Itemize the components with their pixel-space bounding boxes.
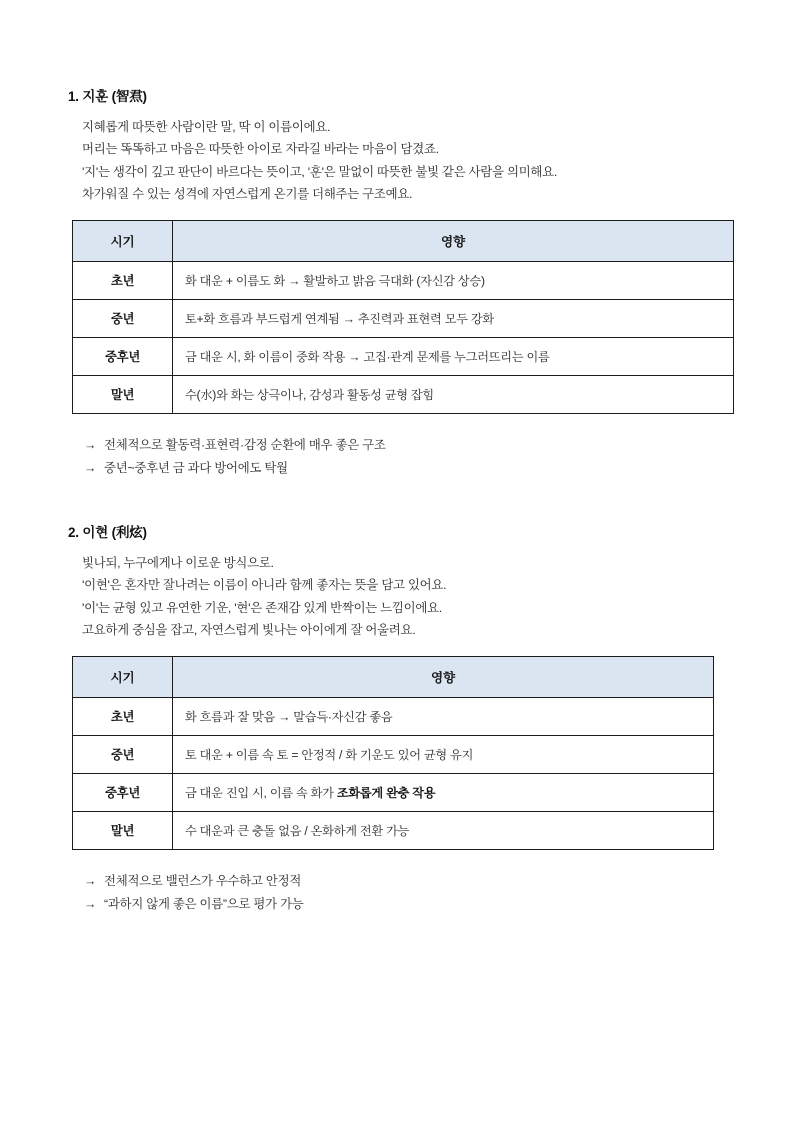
fortune-table-jihun — [72, 220, 734, 414]
effect-text: 수(水)와 화는 상극이나, 감성과 활동성 균형 잡힘 — [185, 387, 434, 402]
cell-effect — [173, 697, 714, 735]
cell-effect — [173, 337, 734, 375]
arrow-icon: → — [84, 896, 97, 911]
effect-text: 화 흐름과 잘 맞음 → 말습득·자신감 좋음 — [185, 709, 393, 724]
paragraph-line: 고요하게 중심을 잡고, 자연스럽게 빛나는 아이에게 잘 어울려요. — [82, 623, 416, 638]
cell-period: 초년 — [73, 261, 173, 299]
table-row — [73, 735, 714, 773]
note-text: 전체적으로 밸런스가 우수하고 안정적 — [104, 873, 302, 888]
note-text: “과하지 않게 좋은 이름”으로 평가 가능 — [104, 896, 304, 911]
table-row — [73, 773, 714, 811]
table-row — [73, 697, 714, 735]
table-row — [73, 299, 734, 337]
section-2-paragraphs — [82, 552, 735, 642]
note-text: 중년~중후년 금 과다 방어에도 탁월 — [104, 460, 288, 475]
column-header-period: 시기 — [73, 220, 173, 261]
cell-effect — [173, 735, 714, 773]
section-heading-2: 2. 이현 (利炫) — [68, 524, 147, 540]
cell-period: 중년 — [73, 299, 173, 337]
effect-text: 토 대운 + 이름 속 토 = 안정적 / 화 기운도 있어 균형 유지 — [185, 747, 474, 762]
effect-text: 토+화 흐름과 부드럽게 연계됨 → 추진력과 표현력 모두 강화 — [185, 311, 494, 326]
paragraph-line: '이현'은 혼자만 잘나려는 이름이 아니라 함께 좋자는 뜻을 담고 있어요. — [82, 578, 447, 593]
cell-period: 중후년 — [73, 337, 173, 375]
arrow-icon: → — [84, 873, 97, 888]
note-item — [84, 870, 735, 893]
column-header-effect: 영향 — [173, 220, 734, 261]
cell-effect — [173, 773, 714, 811]
paragraph-line: 차가워질 수 있는 성격에 자연스럽게 온기를 더해주는 구조예요. — [82, 187, 413, 202]
paragraph-line: 지혜롭게 따뜻한 사람이란 말, 딱 이 이름이에요. — [82, 119, 331, 134]
section-ihyeon — [58, 524, 735, 916]
cell-period: 초년 — [73, 697, 173, 735]
cell-effect — [173, 299, 734, 337]
note-item — [84, 893, 735, 916]
section-heading-1: 1. 지훈 (智焄) — [68, 89, 147, 104]
effect-text-bold: 조화롭게 완충 작용 — [336, 785, 436, 800]
arrow-icon: → — [84, 460, 97, 475]
column-header-effect: 영향 — [173, 656, 714, 697]
section-1-paragraphs — [82, 116, 735, 206]
table-header-row — [73, 656, 714, 697]
table-row — [73, 811, 714, 849]
cell-effect — [173, 375, 734, 413]
effect-text: 수 대운과 큰 충돌 없음 / 온화하게 전환 가능 — [185, 823, 410, 838]
cell-period: 중년 — [73, 735, 173, 773]
effect-text: 금 대운 시, 화 이름이 중화 작용 → 고집·관계 문제를 누그러뜨리는 이름 — [185, 349, 550, 364]
effect-text: 화 대운 + 이름도 화 → 활발하고 밝음 극대화 (자신감 상승) — [185, 273, 485, 288]
cell-period: 말년 — [73, 811, 173, 849]
cell-period: 말년 — [73, 375, 173, 413]
section-1-notes — [84, 434, 735, 480]
cell-period: 중후년 — [73, 773, 173, 811]
paragraph-line: 빛나되, 누구에게나 이로운 방식으로. — [82, 555, 274, 570]
paragraph-line: '지'는 생각이 깊고 판단이 바르다는 뜻이고, '훈'은 말없이 따뜻한 불빛 같은 사람을 의미해요. — [82, 164, 558, 179]
column-header-period: 시기 — [73, 656, 173, 697]
note-text: 전체적으로 활동력·표현력·감정 순환에 매우 좋은 구조 — [104, 437, 386, 452]
table-row — [73, 261, 734, 299]
cell-effect — [173, 261, 734, 299]
effect-text: 금 대운 진입 시, 이름 속 화가 — [185, 785, 337, 800]
cell-effect — [173, 811, 714, 849]
fortune-table-ihyeon — [72, 656, 714, 850]
arrow-icon: → — [84, 437, 97, 452]
paragraph-line: '이'는 균형 있고 유연한 기운, '현'은 존재감 있게 반짝이는 느낌이에요. — [82, 600, 443, 615]
table-row — [73, 375, 734, 413]
paragraph-line: 머리는 똑똑하고 마음은 따뜻한 아이로 자라길 바라는 마음이 담겼죠. — [82, 142, 439, 157]
note-item — [84, 434, 735, 457]
section-2-notes — [84, 870, 735, 916]
table-header-row — [73, 220, 734, 261]
note-item — [84, 457, 735, 480]
table-row — [73, 337, 734, 375]
section-jihun — [58, 88, 735, 480]
